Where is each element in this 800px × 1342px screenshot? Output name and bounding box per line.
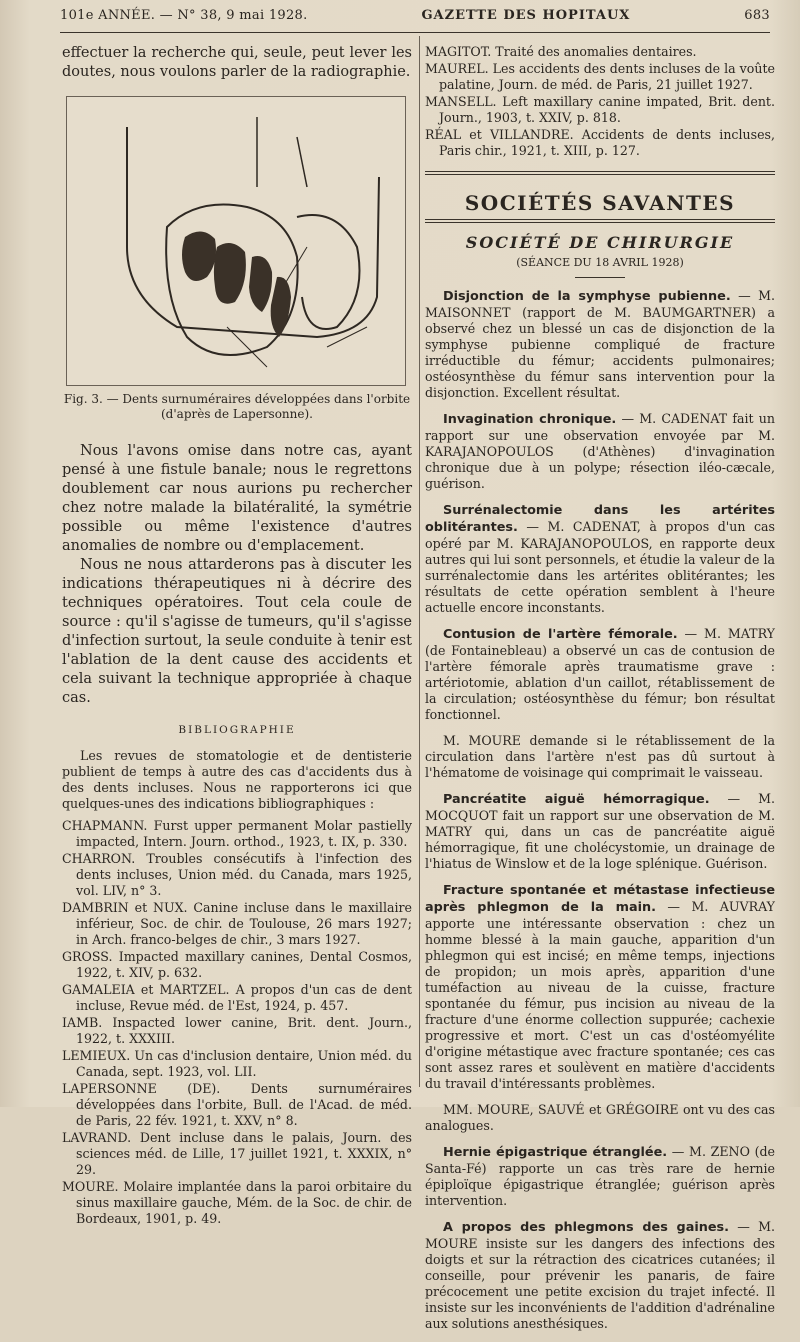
bibliography-intro: Les revues de stomatologie et de dentisterie publient de temps à autre des cas d'accidents dus à des dents incluses. Nous ne rapporterons ici que quelques-unes des indications bibliographiques :	[62, 748, 412, 811]
bibliography-heading: BIBLIOGRAPHIE	[178, 724, 296, 736]
article	[425, 1144, 775, 1209]
article-body: — M. MATRY (de Fontainebleau) a observé un cas de contusion de l'artère fémorale après traumatisme grave : artériotomie, ablation d'un caillot, rétablissement de la circulation; ostéosynthèse du fémur; bon résultat fonctionnel.	[425, 626, 775, 722]
article	[425, 626, 775, 723]
orbit-drawing	[67, 97, 405, 385]
page-header	[60, 8, 770, 30]
bibliography-list-continued	[425, 44, 775, 159]
article	[425, 791, 775, 872]
bib-entry: MAUREL. Les accidents des dents incluses de la voûte palatine, Journ. de méd. de Paris, 21 juillet 1927.	[425, 61, 775, 92]
article	[425, 733, 775, 781]
bib-entry: LEMIEUX. Un cas d'inclusion dentaire, Union méd. du Canada, sept. 1923, vol. LII.	[62, 1048, 412, 1079]
intro-text: effectuer la recherche qui, seule, peut lever les doutes, nous voulons parler de la radiographie.	[62, 45, 412, 80]
bib-entry: LAPERSONNE (DE). Dents surnuméraires développées dans l'orbite, Bull. de l'Acad. de méd. de Paris, 22 fév. 1921, t. XXV, n° 8.	[62, 1081, 412, 1128]
article-title: Pancréatite aiguë hémorragique.	[443, 792, 710, 807]
journal-title: GAZETTE DES HOPITAUX	[421, 8, 631, 23]
paragraph: Nous ne nous attarderons pas à discuter les indications thérapeutiques ni à décrire des techniques opératoires. Tout cela coule de source : qu'il s'agisse de tumeurs, qu'il s'agisse d'infection surtout, la seule conduite à tenir est l'ablation de la dent cause des accidents et cela suivant la technique appropriée à chaque cas.	[62, 557, 412, 706]
orbit-figure	[66, 96, 406, 386]
column-divider	[419, 36, 420, 1087]
bib-entry: LAVRAND. Dent incluse dans le palais, Journ. des sciences méd. de Lille, 17 juillet 1921, t. XXXIX, n° 29.	[62, 1130, 412, 1177]
article	[425, 1219, 775, 1332]
right-column	[425, 44, 775, 1342]
figure-caption: Fig. 3. — Dents surnuméraires développées dans l'orbite (d'après de Lapersonne).	[63, 392, 411, 421]
left-column	[62, 44, 412, 1228]
article	[425, 411, 775, 492]
article-body: — M. MOURE insiste sur les dangers des infections des doigts et sur la rétraction des cicatrices cutanées; il conseille, pour prévenir les panaris, de faire précocement une petite excision du trajet infecté. Il insiste sur les inconvénients de l'addition d'adrénaline aux solutions anesthésiques.	[425, 1219, 775, 1331]
short-rule	[575, 277, 625, 278]
paragraph: Nous l'avons omise dans notre cas, ayant pensé à une fistule banale; nous le regrettons doublement car nous aurions pu rechercher chez notre malade la bilatéralité, la symétrie possible ou même l'existence d'autres anomalies de nombre ou d'emplacement.	[62, 443, 412, 554]
bib-entry: MANSELL. Left maxillary canine impated, Brit. dent. Journ., 1903, t. XXIV, p. 818.	[425, 94, 775, 125]
article-title: Contusion de l'artère fémorale.	[443, 627, 678, 642]
section-rule	[425, 171, 775, 175]
bib-entry: CHAPMANN. Furst upper permanent Molar pastielly impacted, Intern. Journ. orthod., 1923, t. IX, p. 330.	[62, 818, 412, 849]
article-title: Fracture spontanée et métastase infectieuse après phlegmon de la main.	[425, 883, 775, 915]
section-rule	[425, 219, 775, 223]
bib-entry: CHARRON. Troubles consécutifs à l'infection des dents incluses, Union méd. du Canada, mars 1925, vol. LIV, n° 3.	[62, 851, 412, 898]
bib-entry: MOURE. Molaire implantée dans la paroi orbitaire du sinus maxillaire gauche, Mém. de la Soc. de chir. de Bordeaux, 1901, p. 49.	[62, 1179, 412, 1226]
article-title: Invagination chronique.	[443, 412, 617, 427]
article-body: — M. CADENAT fait un rapport sur une observation envoyée par M. KARAJANOPOULOS (d'Athènes) d'invagination chronique due à un polype; résection iléo-cæcale, guérison.	[425, 411, 776, 491]
article-title: A propos des phlegmons des gaines.	[443, 1220, 729, 1235]
issue-info: 101e ANNÉE. — N° 38, 9 mai 1928.	[60, 8, 308, 23]
article-body: — M. ZENO (de Santa-Fé) rapporte un cas très rare de hernie épiploïque épigastrique étranglée; guérison après intervention.	[425, 1144, 775, 1208]
article-body: — M. MOCQUOT fait un rapport sur une observation de M. MATRY qui, dans un cas de pancréatite aiguë hémorragique, fit une cholécystomie, un drainage de l'hiatus de Winslow et de la loge splénique. Guérison.	[425, 791, 775, 871]
bib-entry: GAMALEIA et MARTZEL. A propos d'un cas de dent incluse, Revue méd. de l'Est, 1924, p. 457.	[62, 982, 412, 1013]
header-rule	[60, 32, 770, 33]
bib-entry: RÉAL et VILLANDRE. Accidents de dents incluses, Paris chir., 1921, t. XIII, p. 127.	[425, 127, 775, 158]
article	[425, 502, 775, 616]
bib-entry: MAGITOT. Traité des anomalies dentaires.	[425, 44, 697, 59]
article-title: Surrénalectomie dans les artérites oblitérantes.	[425, 503, 775, 535]
article-body: — M. AUVRAY apporte une intéressante observation : chez un homme blessé à la main gauche, apparition d'un phlegmon qui est incisé; en même temps, injections de propidon; un mois après, apparition d'une tuméfaction au niveau de la cuisse, fracture spontanée du fémur, pus incision au niveau de la fracture d'une énorme collection suppurée; cachexie progressive et mort. C'est un cas d'ostéomyélite d'origine métastique avec fracture spontanée; ces cas sont assez rares et soulèvent en matière d'accidents du travail d'intéressants problèmes.	[425, 899, 775, 1091]
articles-list	[425, 288, 775, 1332]
article	[425, 882, 775, 1092]
bibliography-list	[62, 818, 412, 1227]
article	[425, 288, 775, 401]
article-body: — M. MAISONNET (rapport de M. BAUMGARTNER) a observé chez un blessé un cas de disjonction de la symphyse pubienne compliqué de fracture irréductible du fémur; accidents pulmonaires; ostéosynthèse du fémur sans intervention pour la disjonction. Excellent résultat.	[425, 288, 776, 400]
article-title: Hernie épigastrique étranglée.	[443, 1145, 668, 1160]
bib-entry: GROSS. Impacted maxillary canines, Dental Cosmos, 1922, t. XIV, p. 632.	[62, 949, 412, 980]
article-title: Disjonction de la symphyse pubienne.	[443, 289, 731, 304]
session-date: (SÉANCE DU 18 AVRIL 1928)	[516, 256, 684, 269]
page-number: 683	[744, 8, 770, 23]
section-title: SOCIÉTÉS SAVANTES	[464, 191, 736, 215]
bib-entry: DAMBRIN et NUX. Canine incluse dans le maxillaire inférieur, Soc. de chir. de Toulouse, 26 mars 1927; in Arch. franco-belges de chir., 3 mars 1927.	[62, 900, 412, 947]
society-title: SOCIÉTÉ DE CHIRURGIE	[465, 233, 735, 252]
article-body: MM. MOURE, SAUVÉ et GRÉGOIRE ont vu des cas analogues.	[425, 1102, 775, 1133]
bib-entry: IAMB. Inspacted lower canine, Brit. dent. Journ., 1922, t. XXXIII.	[62, 1015, 412, 1046]
article-body: M. MOURE demande si le rétablissement de la circulation dans l'artère n'est pas dû surtout à l'hématome de voisinage qui comprimait le vaisseau.	[425, 733, 775, 780]
article-body: — M. CADENAT, à propos d'un cas opéré par M. KARAJANOPOULOS, en rapporte deux autres qui lui sont personnels, et étudie la valeur de la surrénalectomie dans les artérites oblitérantes; les résultats de cette opération semblent à l'heure actuelle encore inconstants.	[425, 519, 775, 615]
